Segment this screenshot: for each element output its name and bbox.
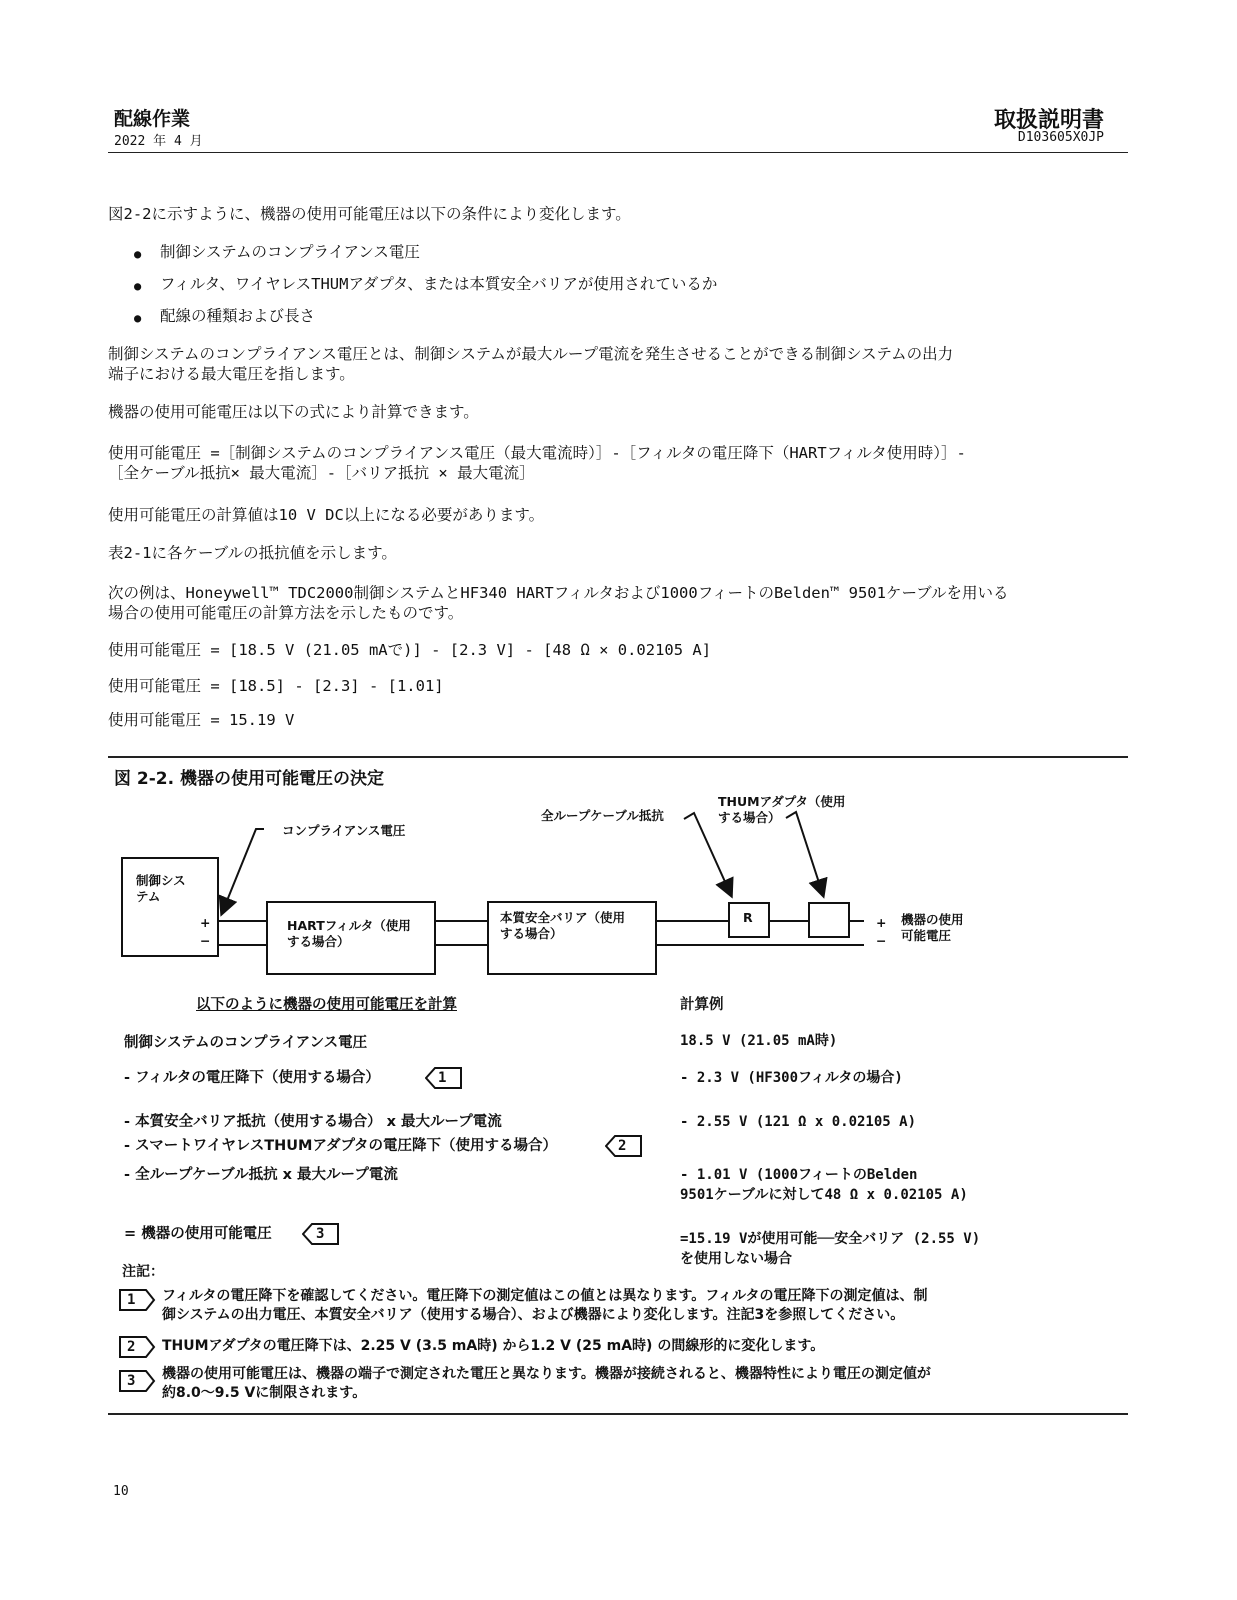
paragraph-compliance-line1: 制御システムのコンプライアンス電圧とは、制御システムが最大ループ電流を発生させることができる制御システムの出力 bbox=[108, 345, 954, 363]
calc-item-compliance: 制御システムのコンプライアンス電圧 bbox=[124, 1035, 368, 1051]
note-tag-2 bbox=[118, 1335, 156, 1359]
minus-output-label: − bbox=[876, 933, 887, 948]
note-tag-3 bbox=[118, 1369, 156, 1393]
paragraph-minimum-voltage: 使用可能電圧の計算値は10 V DC以上になる必要があります。 bbox=[108, 506, 545, 524]
thum-arrow bbox=[786, 812, 823, 895]
note-1-line2: 御システムの出力電圧、本質安全バリア（使用する場合）、および機器により変化します。注記3を参照してください。 bbox=[162, 1307, 905, 1323]
calc-item-thum: - スマートワイヤレスTHUMアダプタの電圧降下（使用する場合） bbox=[124, 1138, 557, 1154]
minus-terminal-label: − bbox=[200, 933, 211, 948]
paragraph-example-line1: 次の例は、Honeywell™ TDC2000制御システムとHF340 HARTフィルタおよび1000フィートのBelden™ 9501ケーブルを用いる bbox=[108, 584, 1009, 602]
cable-resistance-arrow bbox=[684, 813, 731, 895]
cable-resistance-label: 全ループケーブル抵抗 bbox=[541, 808, 664, 823]
note-2: THUMアダプタの電圧降下は、2.25 V (3.5 mA時) から1.2 V (25 mA時) の間線形的に変化します。 bbox=[162, 1338, 825, 1354]
example-compliance: 18.5 V (21.05 mA時) bbox=[680, 1033, 838, 1049]
intro-text: 図2-2に示すように、機器の使用可能電圧は以下の条件により変化します。 bbox=[108, 205, 631, 223]
example-cable-line1: - 1.01 V (1000フィートのBelden bbox=[680, 1167, 918, 1183]
bullet-item: ● 制御システムのコンプライアンス電圧 bbox=[160, 243, 420, 262]
document-number: D103605X0JP bbox=[1017, 130, 1104, 145]
ref-tag-2-number: 2 bbox=[618, 1138, 627, 1154]
calc-item-barrier: - 本質安全バリア抵抗（使用する場合） x 最大ループ電流 bbox=[124, 1114, 502, 1130]
bullet-item: ● フィルタ、ワイヤレスTHUMアダプタ、または本質安全バリアが使用されているか bbox=[160, 275, 717, 294]
figure-title: 図 2-2. 機器の使用可能電圧の決定 bbox=[114, 769, 385, 789]
note-tag-2-number: 2 bbox=[127, 1339, 136, 1355]
equation-1: 使用可能電圧 = [18.5 V (21.05 mAで)] - [2.3 V] - [48 Ω × 0.02105 A] bbox=[108, 641, 712, 659]
ref-tag-1-number: 1 bbox=[438, 1070, 447, 1086]
compliance-arrow bbox=[222, 829, 264, 913]
note-3-line1: 機器の使用可能電圧は、機器の端子で測定された電圧と異なります。機器が接続されると、機器特性により電圧の測定値が bbox=[162, 1366, 931, 1382]
calc-item-cable: - 全ループケーブル抵抗 x 最大ループ電流 bbox=[124, 1167, 398, 1183]
figure-bottom-rule bbox=[108, 1413, 1128, 1415]
calc-item-filter: - フィルタの電圧降下（使用する場合） bbox=[124, 1070, 380, 1086]
plus-output-label: + bbox=[876, 915, 887, 930]
hart-filter-label: HARTフィルタ（使用 する場合） bbox=[287, 918, 411, 949]
control-system-label: 制御シス テム bbox=[136, 873, 186, 904]
formula-line1: 使用可能電圧 =［制御システムのコンプライアンス電圧（最大電流時）］-［フィルタの電圧降下（HARTフィルタ使用時）］- bbox=[108, 444, 966, 462]
manual-title: 取扱説明書 bbox=[993, 108, 1104, 133]
example-filter: - 2.3 V (HF300フィルタの場合) bbox=[680, 1070, 903, 1086]
example-result-line1: =15.19 Vが使用可能──安全バリア (2.55 V) bbox=[680, 1231, 981, 1247]
plus-terminal-label: + bbox=[200, 915, 211, 930]
note-3-line2: 約8.0～9.5 Vに制限されます。 bbox=[162, 1385, 367, 1401]
issue-date: 2022 年 4 月 bbox=[114, 134, 203, 149]
equation-2: 使用可能電圧 = [18.5] - [2.3] - [1.01] bbox=[108, 677, 444, 695]
calculation-heading: 以下のように機器の使用可能電圧を計算 bbox=[196, 997, 457, 1013]
formula-line2: ［全ケーブル抵抗× 最大電流］-［バリア抵抗 × 最大電流］ bbox=[108, 464, 535, 482]
calc-item-result: = 機器の使用可能電圧 bbox=[124, 1226, 272, 1242]
equation-3: 使用可能電圧 = 15.19 V bbox=[108, 711, 295, 729]
paragraph-compliance-line2: 端子における最大電圧を指します。 bbox=[108, 365, 355, 383]
example-cable-line2: 9501ケーブルに対して48 Ω x 0.02105 A) bbox=[680, 1187, 968, 1203]
thum-adapter-label: THUMアダプタ（使用 する場合） bbox=[718, 794, 846, 825]
note-tag-1-number: 1 bbox=[127, 1292, 136, 1308]
paragraph-formula-intro: 機器の使用可能電圧は以下の式により計算できます。 bbox=[108, 403, 479, 421]
barrier-label: 本質安全バリア（使用 する場合） bbox=[500, 910, 626, 941]
note-tag-1 bbox=[118, 1288, 156, 1312]
notes-heading: 注記： bbox=[122, 1264, 164, 1280]
compliance-voltage-label: コンプライアンス電圧 bbox=[282, 823, 406, 838]
bullet-item: ● 配線の種類および長さ bbox=[160, 307, 315, 326]
ref-tag-3-number: 3 bbox=[316, 1226, 325, 1242]
available-voltage-label: 機器の使用 可能電圧 bbox=[901, 912, 964, 943]
example-barrier: - 2.55 V (121 Ω x 0.02105 A) bbox=[680, 1114, 917, 1130]
note-1-line1: フィルタの電圧降下を確認してください。電圧降下の測定値はこの値とは異なります。フィルタの電圧降下の測定値は、制 bbox=[162, 1288, 928, 1304]
paragraph-table-ref: 表2-1に各ケーブルの抵抗値を示します。 bbox=[108, 544, 397, 562]
example-heading: 計算例 bbox=[680, 997, 724, 1013]
page-number: 10 bbox=[113, 1484, 129, 1499]
note-tag-3-number: 3 bbox=[127, 1373, 136, 1389]
section-title: 配線作業 bbox=[114, 108, 191, 130]
example-result-line2: を使用しない場合 bbox=[680, 1251, 792, 1267]
paragraph-example-line2: 場合の使用可能電圧の計算方法を示したものです。 bbox=[108, 604, 464, 622]
cable-resistance-r: R bbox=[743, 910, 753, 925]
